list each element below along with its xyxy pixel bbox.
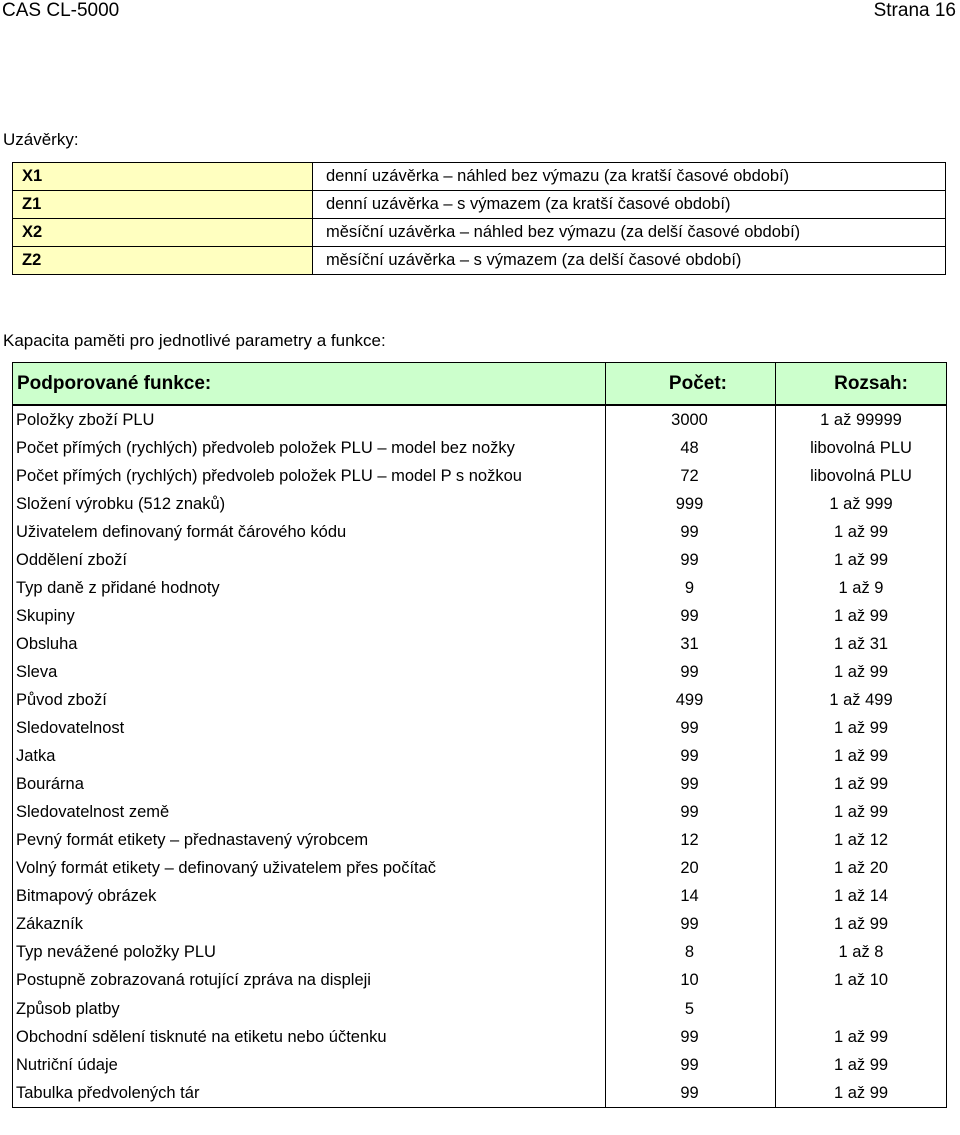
page-header xyxy=(0,0,960,22)
capacity-row xyxy=(13,771,947,799)
function-name: Sleva xyxy=(13,658,606,686)
capacity-row xyxy=(13,518,947,546)
capacity-row xyxy=(13,686,947,714)
function-count: 14 xyxy=(606,883,776,911)
function-count: 99 xyxy=(606,602,776,630)
closure-description: denní uzávěrka – náhled bez výmazu (za kratší časové období) xyxy=(313,163,946,191)
capacity-title: Kapacita paměti pro jednotlivé parametry a funkce: xyxy=(3,331,386,350)
closure-code: Z1 xyxy=(13,191,313,219)
function-name: Volný formát etikety – definovaný uživatelem přes počítač xyxy=(13,855,606,883)
function-count: 99 xyxy=(606,658,776,686)
function-count: 99 xyxy=(606,743,776,771)
function-name: Obsluha xyxy=(13,630,606,658)
page-number: Strana 16 xyxy=(873,0,956,21)
function-count: 99 xyxy=(606,771,776,799)
function-range: 1 až 499 xyxy=(776,686,947,714)
closure-code: X1 xyxy=(13,163,313,191)
function-count: 8 xyxy=(606,939,776,967)
capacity-row xyxy=(13,799,947,827)
function-count: 99 xyxy=(606,1023,776,1051)
function-range: 1 až 31 xyxy=(776,630,947,658)
function-count: 99 xyxy=(606,911,776,939)
function-range: 1 až 14 xyxy=(776,883,947,911)
capacity-row xyxy=(13,911,947,939)
capacity-row xyxy=(13,1023,947,1051)
capacity-row xyxy=(13,490,947,518)
function-count: 499 xyxy=(606,686,776,714)
function-range: 1 až 99 xyxy=(776,911,947,939)
function-range xyxy=(776,995,947,1023)
function-range: 1 až 99 xyxy=(776,715,947,743)
function-name: Skupiny xyxy=(13,602,606,630)
function-name: Pevný formát etikety – přednastavený výrobcem xyxy=(13,827,606,855)
function-name: Původ zboží xyxy=(13,686,606,714)
function-name: Uživatelem definovaný formát čárového kódu xyxy=(13,518,606,546)
function-name: Postupně zobrazovaná rotující zpráva na displeji xyxy=(13,967,606,995)
function-name: Složení výrobku (512 znaků) xyxy=(13,490,606,518)
function-count: 5 xyxy=(606,995,776,1023)
function-count: 99 xyxy=(606,518,776,546)
function-range: 1 až 20 xyxy=(776,855,947,883)
closure-row xyxy=(13,247,946,275)
function-name: Typ nevážené položky PLU xyxy=(13,939,606,967)
function-count: 72 xyxy=(606,462,776,490)
capacity-row xyxy=(13,855,947,883)
capacity-row xyxy=(13,715,947,743)
function-range: 1 až 99 xyxy=(776,518,947,546)
capacity-row xyxy=(13,883,947,911)
function-range: libovolná PLU xyxy=(776,434,947,462)
function-name: Sledovatelnost xyxy=(13,715,606,743)
capacity-row xyxy=(13,405,947,434)
capacity-row xyxy=(13,574,947,602)
capacity-row xyxy=(13,462,947,490)
function-count: 20 xyxy=(606,855,776,883)
function-count: 99 xyxy=(606,715,776,743)
closure-code: X2 xyxy=(13,219,313,247)
function-count: 48 xyxy=(606,434,776,462)
capacity-row xyxy=(13,546,947,574)
closure-description: denní uzávěrka – s výmazem (za kratší časové období) xyxy=(313,191,946,219)
closures-title: Uzávěrky: xyxy=(3,130,79,149)
function-range: 1 až 9 xyxy=(776,574,947,602)
capacity-row xyxy=(13,630,947,658)
function-count: 31 xyxy=(606,630,776,658)
function-range: 1 až 99 xyxy=(776,743,947,771)
document-title: CAS CL-5000 xyxy=(2,0,120,21)
function-name: Nutriční údaje xyxy=(13,1051,606,1079)
capacity-row xyxy=(13,743,947,771)
function-count: 999 xyxy=(606,490,776,518)
function-count: 99 xyxy=(606,546,776,574)
function-count: 10 xyxy=(606,967,776,995)
capacity-row xyxy=(13,939,947,967)
capacity-row xyxy=(13,434,947,462)
function-range: libovolná PLU xyxy=(776,462,947,490)
capacity-row xyxy=(13,602,947,630)
closure-row xyxy=(13,191,946,219)
function-range: 1 až 99 xyxy=(776,1023,947,1051)
function-range: 1 až 10 xyxy=(776,967,947,995)
capacity-table xyxy=(12,362,947,1108)
closures-table xyxy=(12,162,946,275)
function-range: 1 až 99 xyxy=(776,602,947,630)
capacity-row xyxy=(13,1079,947,1108)
function-range: 1 až 99 xyxy=(776,546,947,574)
closure-row xyxy=(13,163,946,191)
header-count: Počet: xyxy=(606,363,776,406)
function-count: 99 xyxy=(606,1051,776,1079)
header-range: Rozsah: xyxy=(776,363,947,406)
closure-row xyxy=(13,219,946,247)
function-name: Jatka xyxy=(13,743,606,771)
closure-description: měsíční uzávěrka – náhled bez výmazu (za delší časové období) xyxy=(313,219,946,247)
function-count: 12 xyxy=(606,827,776,855)
function-range: 1 až 99999 xyxy=(776,405,947,434)
function-range: 1 až 8 xyxy=(776,939,947,967)
function-count: 99 xyxy=(606,1079,776,1108)
function-name: Tabulka předvolených tár xyxy=(13,1079,606,1108)
function-range: 1 až 99 xyxy=(776,658,947,686)
function-range: 1 až 999 xyxy=(776,490,947,518)
closure-code: Z2 xyxy=(13,247,313,275)
function-name: Položky zboží PLU xyxy=(13,405,606,434)
function-name: Bourárna xyxy=(13,771,606,799)
function-name: Oddělení zboží xyxy=(13,546,606,574)
function-count: 3000 xyxy=(606,405,776,434)
closure-description: měsíční uzávěrka – s výmazem (za delší časové období) xyxy=(313,247,946,275)
function-name: Bitmapový obrázek xyxy=(13,883,606,911)
function-range: 1 až 99 xyxy=(776,771,947,799)
function-range: 1 až 12 xyxy=(776,827,947,855)
function-range: 1 až 99 xyxy=(776,1079,947,1108)
function-name: Počet přímých (rychlých) předvoleb položek PLU – model P s nožkou xyxy=(13,462,606,490)
capacity-row xyxy=(13,658,947,686)
function-name: Způsob platby xyxy=(13,995,606,1023)
header-functions: Podporované funkce: xyxy=(13,363,606,406)
capacity-row xyxy=(13,967,947,995)
function-range: 1 až 99 xyxy=(776,799,947,827)
capacity-header-row xyxy=(13,363,947,406)
function-name: Zákazník xyxy=(13,911,606,939)
function-name: Obchodní sdělení tisknuté na etiketu nebo účtenku xyxy=(13,1023,606,1051)
function-name: Sledovatelnost země xyxy=(13,799,606,827)
function-count: 99 xyxy=(606,799,776,827)
capacity-row xyxy=(13,995,947,1023)
capacity-row xyxy=(13,827,947,855)
function-name: Počet přímých (rychlých) předvoleb položek PLU – model bez nožky xyxy=(13,434,606,462)
function-count: 9 xyxy=(606,574,776,602)
function-range: 1 až 99 xyxy=(776,1051,947,1079)
function-name: Typ daně z přidané hodnoty xyxy=(13,574,606,602)
capacity-row xyxy=(13,1051,947,1079)
